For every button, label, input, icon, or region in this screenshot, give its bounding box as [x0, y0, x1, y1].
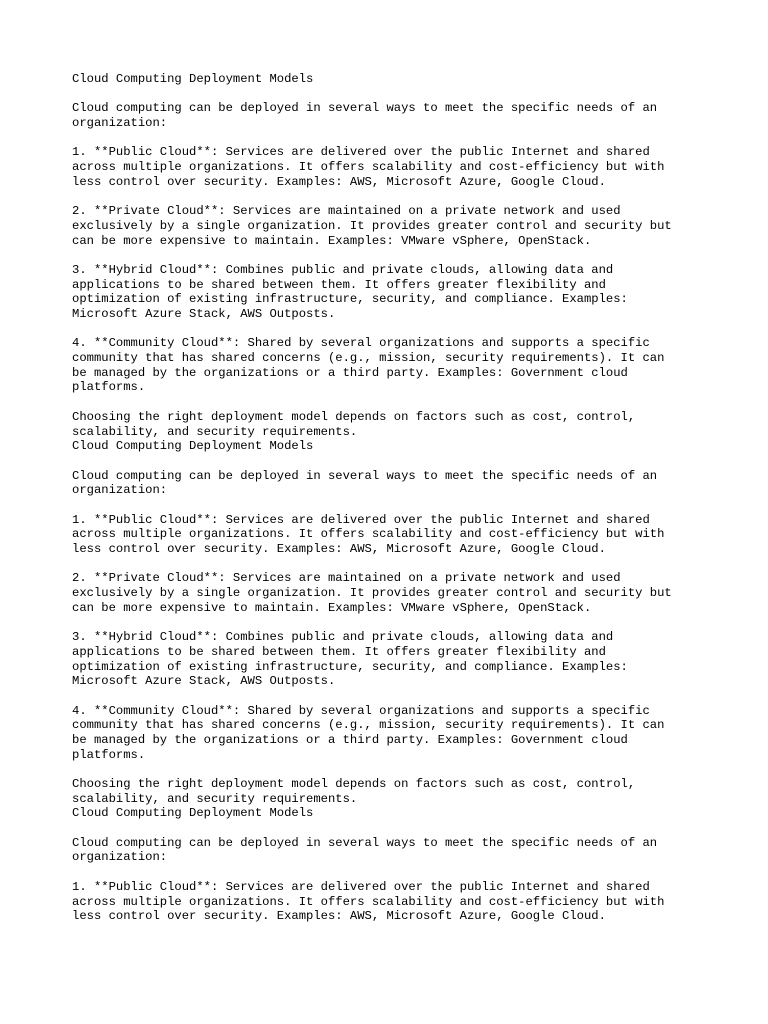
intro-line: organization:	[72, 483, 168, 498]
item-hybrid-line: optimization of existing infrastructure, security, and compliance. Examples:	[72, 292, 628, 307]
blank-line	[72, 865, 712, 880]
item-hybrid-line: 3. **Hybrid Cloud**: Combines public and private clouds, allowing data and	[72, 262, 614, 277]
item-hybrid-line: Microsoft Azure Stack, AWS Outposts.	[72, 307, 336, 321]
item-public-line: across multiple organizations. It offers scalability and cost-efficiency but with	[72, 894, 665, 909]
item-private-line: 2. **Private Cloud**: Services are maintained on a private network and used	[72, 204, 621, 219]
blank-line	[72, 87, 712, 102]
blank-line	[72, 248, 712, 263]
conclusion-line: Choosing the right deployment model depends on factors such as cost, control,	[72, 409, 636, 424]
intro-line: Cloud computing can be deployed in several ways to meet the specific needs of an	[72, 468, 658, 483]
item-community-line: be managed by the organizations or a third party. Examples: Government cloud	[72, 732, 628, 747]
document-title: Cloud Computing Deployment Models	[72, 806, 314, 821]
item-community-line: community that has shared concerns (e.g., mission, security requirements). It can	[72, 351, 665, 366]
blank-line	[72, 615, 712, 630]
item-hybrid-line: 3. **Hybrid Cloud**: Combines public and private clouds, allowing data and	[72, 630, 614, 645]
blank-line	[72, 322, 712, 337]
item-public-line: 1. **Public Cloud**: Services are delivered over the public Internet and shared	[72, 145, 650, 160]
item-community-line: 4. **Community Cloud**: Shared by several organizations and supports a specific	[72, 703, 650, 718]
blank-line	[72, 190, 712, 205]
intro-line: Cloud computing can be deployed in several ways to meet the specific needs of an	[72, 835, 658, 850]
blank-line	[72, 689, 712, 704]
item-public-line: 1. **Public Cloud**: Services are delivered over the public Internet and shared	[72, 879, 650, 894]
conclusion-line: scalability, and security requirements.	[72, 424, 358, 439]
blank-line	[72, 131, 712, 146]
item-community-line: be managed by the organizations or a third party. Examples: Government cloud	[72, 365, 628, 380]
blank-line	[72, 395, 712, 410]
item-hybrid-line: Microsoft Azure Stack, AWS Outposts.	[72, 674, 336, 689]
document-title: Cloud Computing Deployment Models	[72, 72, 314, 86]
item-public-line: less control over security. Examples: AWS, Microsoft Azure, Google Cloud.	[72, 909, 606, 924]
item-community-line: community that has shared concerns (e.g., mission, security requirements). It can	[72, 718, 665, 733]
blank-line	[72, 498, 712, 513]
item-hybrid-line: applications to be shared between them. It offers greater flexibility and	[72, 277, 606, 292]
blank-line	[72, 557, 712, 572]
item-community-line: platforms.	[72, 380, 146, 395]
conclusion-line: Choosing the right deployment model depends on factors such as cost, control,	[72, 777, 636, 791]
item-private-line: exclusively by a single organization. It provides greater control and security but	[72, 586, 672, 601]
blank-line	[72, 762, 712, 777]
document-title: Cloud Computing Deployment Models	[72, 439, 314, 454]
document-page	[72, 72, 712, 924]
item-hybrid-line: applications to be shared between them. It offers greater flexibility and	[72, 644, 606, 659]
blank-line	[72, 821, 712, 836]
item-private-line: 2. **Private Cloud**: Services are maintained on a private network and used	[72, 571, 621, 586]
item-private-line: exclusively by a single organization. It provides greater control and security but	[72, 218, 672, 233]
conclusion-line: scalability, and security requirements.	[72, 791, 358, 806]
intro-line: organization:	[72, 850, 168, 865]
intro-line: organization:	[72, 116, 168, 131]
blank-line	[72, 454, 712, 469]
item-private-line: can be more expensive to maintain. Examples: VMware vSphere, OpenStack.	[72, 233, 592, 248]
item-community-line: 4. **Community Cloud**: Shared by several organizations and supports a specific	[72, 336, 650, 351]
item-public-line: across multiple organizations. It offers scalability and cost-efficiency but with	[72, 160, 665, 175]
item-public-line: less control over security. Examples: AWS, Microsoft Azure, Google Cloud.	[72, 542, 606, 556]
item-public-line: 1. **Public Cloud**: Services are delivered over the public Internet and shared	[72, 512, 650, 527]
item-private-line: can be more expensive to maintain. Examples: VMware vSphere, OpenStack.	[72, 600, 592, 615]
intro-line: Cloud computing can be deployed in several ways to meet the specific needs of an	[72, 101, 658, 116]
item-hybrid-line: optimization of existing infrastructure, security, and compliance. Examples:	[72, 659, 628, 674]
item-community-line: platforms.	[72, 747, 146, 762]
item-public-line: less control over security. Examples: AWS, Microsoft Azure, Google Cloud.	[72, 174, 606, 189]
item-public-line: across multiple organizations. It offers scalability and cost-efficiency but with	[72, 527, 665, 542]
